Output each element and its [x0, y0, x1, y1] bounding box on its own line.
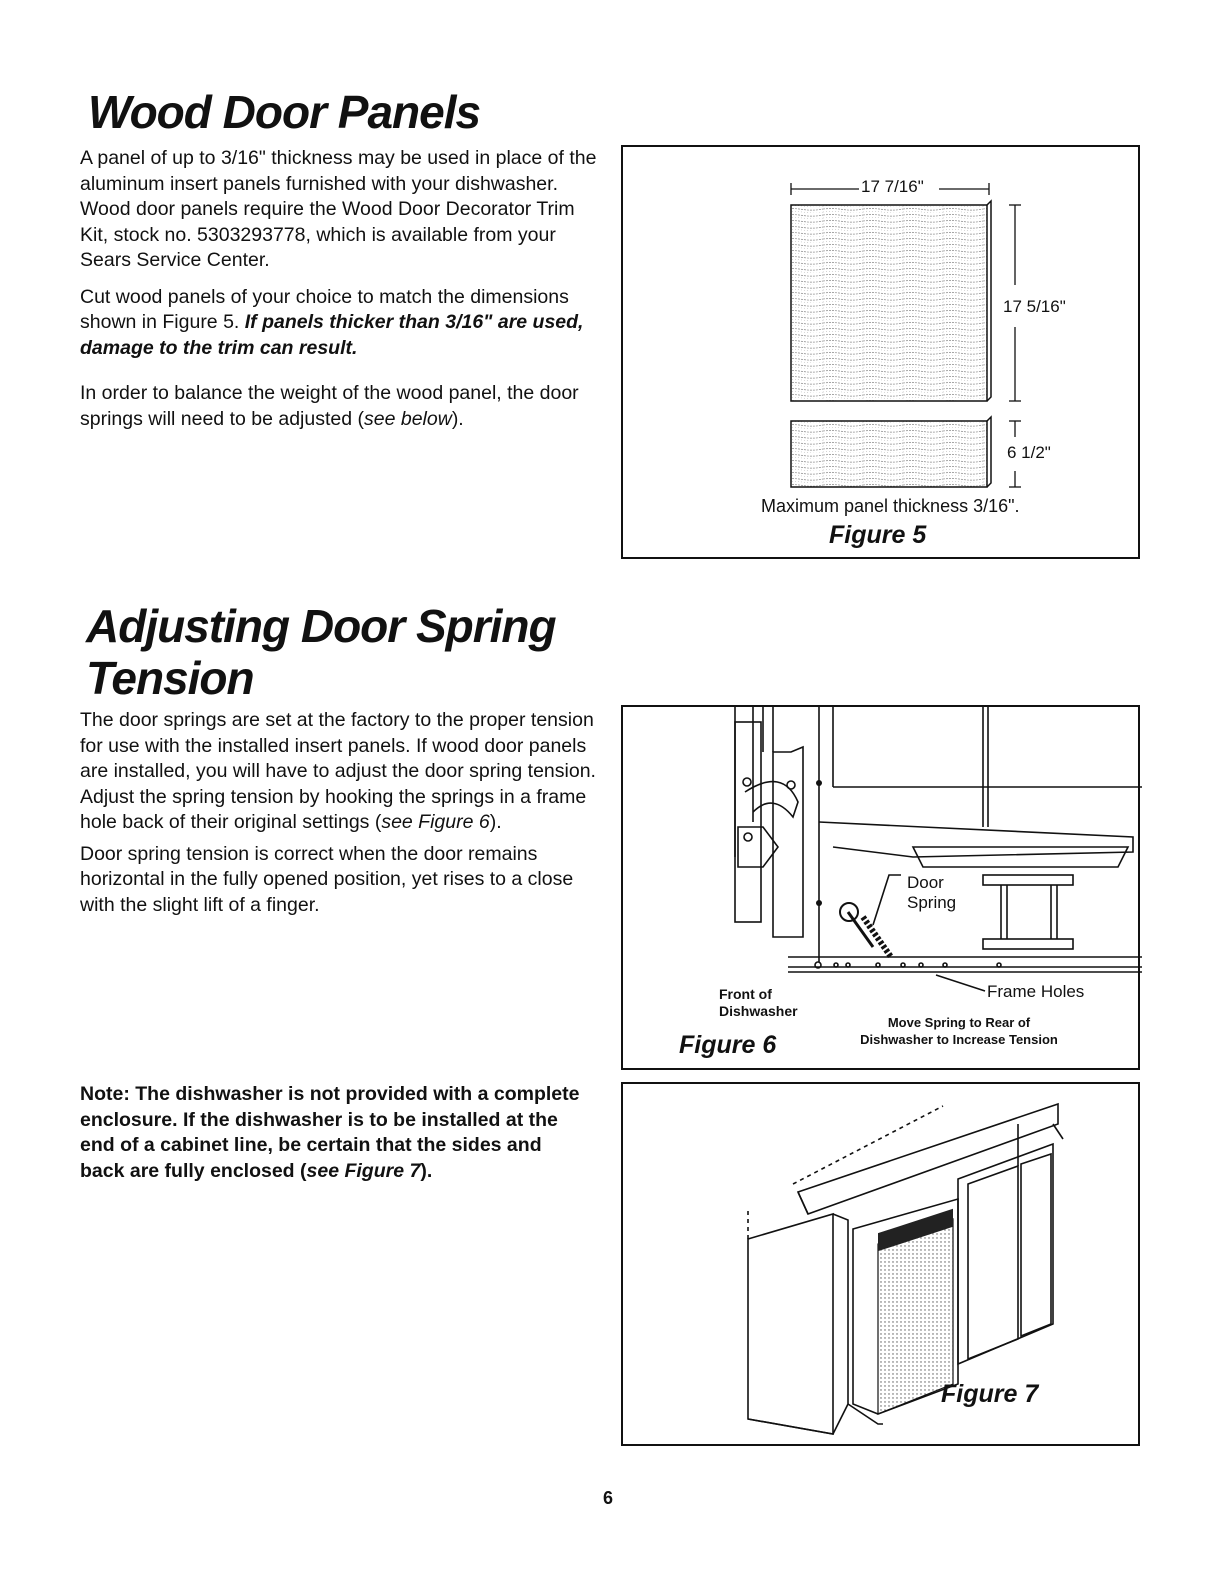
front-of-dishwasher-label: Front of Dishwasher: [719, 986, 798, 1019]
cabinet-enclosure-drawing: [623, 1084, 1142, 1448]
section-title-adjusting-spring: Adjusting Door Spring Tension: [86, 600, 556, 704]
wood-panels-para-3: In order to balance the weight of the wood panel, the door springs will need to be adjusted (see below).: [80, 382, 579, 430]
panel-width-label: 17 7/16": [861, 177, 924, 196]
figure-6: [621, 705, 1140, 1070]
figure-6-caption: Figure 6: [679, 1031, 777, 1059]
wood-panels-para-1: A panel of up to 3/16" thickness may be used in place of the aluminum insert panels furnished with your dishwasher. Wood door panels require the Wood Door Decorator Trim Kit, stock no. 5303293778, which is available from your Sears Service Center.: [80, 147, 597, 271]
figure-5: [621, 145, 1140, 559]
section-title-wood-door-panels: Wood Door Panels: [88, 86, 481, 138]
small-panel-height-label: 6 1/2": [1007, 443, 1051, 462]
small-wood-panel: [791, 421, 987, 487]
wood-panels-text: [80, 146, 605, 443]
frame-holes-label: Frame Holes: [987, 982, 1085, 1001]
figure-7-caption: Figure 7: [941, 1380, 1039, 1408]
enclosure-note: Note: The dishwasher is not provided with a complete enclosure. If the dishwasher is to be installed at the end of a cabinet line, be certain that the sides and back are fully enclosed (see Figure 7).: [80, 1083, 580, 1182]
spring-tension-text: [80, 708, 608, 929]
wood-panels-para-2: Cut wood panels of your choice to match the dimensions shown in Figure 5. If panels thicker than 3/16" are used, damage to the trim can result.: [80, 285, 584, 359]
spring-tension-para-1: The door springs are set at the factory to the proper tension for use with the installed insert panels. If wood door panels are installed, you will have to adjust the door spring tension. Adjust the spring tension by hooking the springs in a frame hole back of their original settings (see Figure 6).: [80, 709, 596, 833]
figure-5-caption: Figure 5: [829, 521, 927, 549]
panel-height-label: 17 5/16": [1003, 297, 1066, 316]
page-number: 6: [603, 1488, 614, 1508]
large-wood-panel: [791, 205, 987, 401]
door-spring-label: Door Spring: [907, 873, 957, 912]
spring-tension-para-2: Door spring tension is correct when the door remains horizontal in the fully opened position, yet rises to a close with the slight lift of a finger.: [80, 842, 574, 916]
move-spring-instruction: Move Spring to Rear of Dishwasher to Increase Tension: [860, 1015, 1058, 1047]
max-thickness-note: Maximum panel thickness 3/16".: [761, 496, 1020, 516]
figure-7: [621, 1082, 1140, 1446]
